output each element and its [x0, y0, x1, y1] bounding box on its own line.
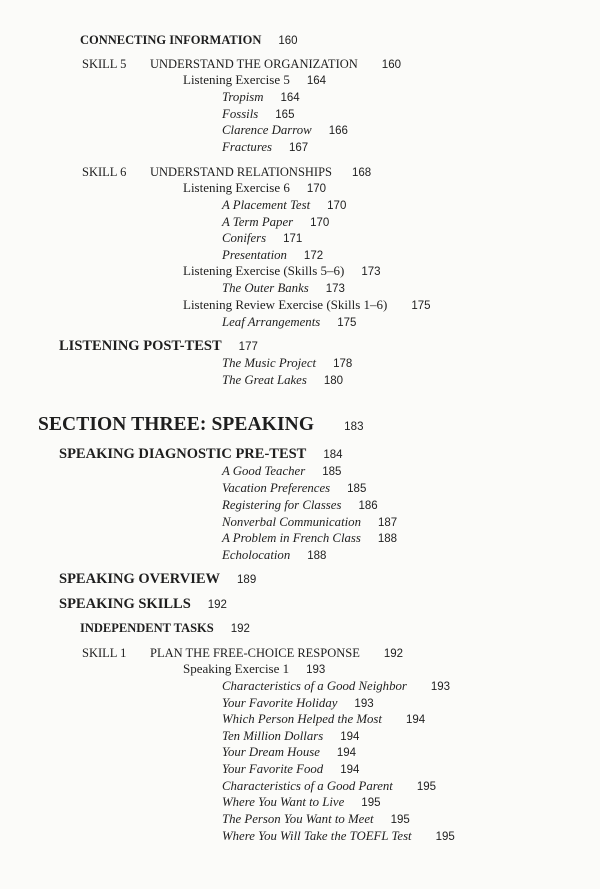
page-number: 168 — [352, 167, 372, 179]
toc-item: A Placement Test 170 — [222, 198, 347, 212]
page-number: 175 — [411, 300, 431, 312]
page-number: 164 — [306, 75, 327, 87]
toc-exercise: Listening Exercise 5 164 — [183, 72, 327, 87]
toc-heading-independent-tasks: INDEPENDENT TASKS 192 — [80, 621, 250, 635]
toc-skill-5: SKILL 5 UNDERSTAND THE ORGANIZATION 160 — [82, 57, 401, 71]
toc-item: Where You Want to Live 195 — [222, 795, 381, 809]
page-number: 166 — [328, 125, 348, 137]
page-number: 194 — [405, 714, 426, 726]
toc-skill-6: SKILL 6 UNDERSTAND RELATIONSHIPS 168 — [82, 165, 372, 179]
toc-heading-connecting-information: CONNECTING INFORMATION 160 — [80, 33, 298, 47]
page-number: 167 — [289, 142, 309, 154]
page-number: 195 — [416, 781, 437, 793]
page-number: 193 — [354, 698, 374, 710]
toc-exercise: Speaking Exercise 1 193 — [183, 661, 326, 676]
page-number: 177 — [238, 341, 258, 353]
toc-item: The Person You Want to Meet 195 — [222, 812, 410, 826]
page-number: 171 — [283, 233, 303, 245]
page-number: 192 — [230, 623, 250, 635]
page-number: 184 — [323, 449, 343, 461]
toc-item: Your Favorite Holiday 193 — [222, 696, 374, 710]
toc-item: A Term Paper 170 — [222, 215, 330, 229]
page-number: 194 — [336, 747, 357, 759]
page-number: 192 — [383, 648, 404, 660]
toc-skill-1: SKILL 1 PLAN THE FREE-CHOICE RESPONSE 192 — [82, 646, 404, 660]
page-number: 180 — [323, 375, 344, 387]
toc-item: Characteristics of a Good Neighbor 193 — [222, 679, 451, 693]
toc-item: Conifers 171 — [222, 231, 303, 245]
toc-item: Where You Will Take the TOEFL Test 195 — [222, 829, 455, 843]
toc-item: The Great Lakes 180 — [222, 373, 344, 387]
page-number: 195 — [435, 831, 455, 843]
page-number: 193 — [430, 681, 451, 693]
toc-item: Fossils 165 — [222, 107, 295, 121]
toc-item: Characteristics of a Good Parent 195 — [222, 779, 437, 793]
toc-item: Your Dream House 194 — [222, 745, 357, 759]
toc-heading-speaking-overview: SPEAKING OVERVIEW 189 — [59, 571, 257, 587]
toc-item: A Problem in French Class 188 — [222, 531, 398, 545]
toc-item: Registering for Classes 186 — [222, 498, 378, 512]
page-number: 160 — [278, 35, 298, 47]
toc-exercise: Listening Exercise (Skills 5–6) 173 — [183, 263, 381, 278]
toc-item: Nonverbal Communication 187 — [222, 515, 398, 529]
toc-heading-listening-post-test: LISTENING POST-TEST 177 — [59, 338, 258, 354]
page-number: 192 — [207, 599, 227, 611]
toc-item: Your Favorite Food 194 — [222, 762, 360, 776]
page-number: 165 — [275, 109, 295, 121]
page-number: 173 — [325, 283, 345, 295]
page-number: 164 — [280, 92, 300, 104]
page-number: 178 — [333, 358, 353, 370]
page-number: 175 — [337, 317, 357, 329]
toc-item: Echolocation 188 — [222, 548, 327, 562]
toc-item: The Outer Banks 173 — [222, 281, 345, 295]
page-number: 189 — [237, 574, 257, 586]
page-number: 160 — [381, 59, 401, 71]
toc-item: Vacation Preferences 185 — [222, 481, 367, 495]
page-number: 194 — [340, 764, 360, 776]
page-number: 194 — [340, 731, 360, 743]
toc-item: Fractures 167 — [222, 140, 309, 154]
toc-section-three-heading: SECTION THREE: SPEAKING 183 — [38, 414, 364, 435]
toc-item: Presentation 172 — [222, 248, 324, 262]
page-number: 185 — [347, 483, 367, 495]
toc-item: Tropism 164 — [222, 90, 300, 104]
page-number: 173 — [361, 266, 381, 278]
toc-item: Ten Million Dollars 194 — [222, 729, 360, 743]
toc-item: Which Person Helped the Most 194 — [222, 712, 426, 726]
page-number: 187 — [377, 517, 398, 529]
page-number: 195 — [361, 797, 381, 809]
toc-review-exercise: Listening Review Exercise (Skills 1–6) 175 — [183, 297, 431, 312]
page-number: 183 — [344, 421, 364, 433]
page-number: 185 — [322, 466, 342, 478]
toc-exercise: Listening Exercise 6 170 — [183, 180, 327, 195]
page-number: 195 — [390, 814, 410, 826]
page-number: 188 — [307, 550, 327, 562]
page-number: 170 — [310, 217, 330, 229]
toc-heading-speaking-pre-test: SPEAKING DIAGNOSTIC PRE-TEST 184 — [59, 446, 343, 462]
toc-item: The Music Project 178 — [222, 356, 353, 370]
page-number: 170 — [306, 183, 327, 195]
toc-item: Leaf Arrangements 175 — [222, 315, 357, 329]
page-number: 186 — [358, 500, 378, 512]
page-number: 172 — [303, 250, 324, 262]
toc-heading-speaking-skills: SPEAKING SKILLS 192 — [59, 596, 227, 612]
page-number: 188 — [377, 533, 398, 545]
toc-item: A Good Teacher 185 — [222, 464, 342, 478]
toc-item: Clarence Darrow 166 — [222, 123, 348, 137]
page-number: 193 — [306, 664, 326, 676]
page-number: 170 — [327, 200, 347, 212]
